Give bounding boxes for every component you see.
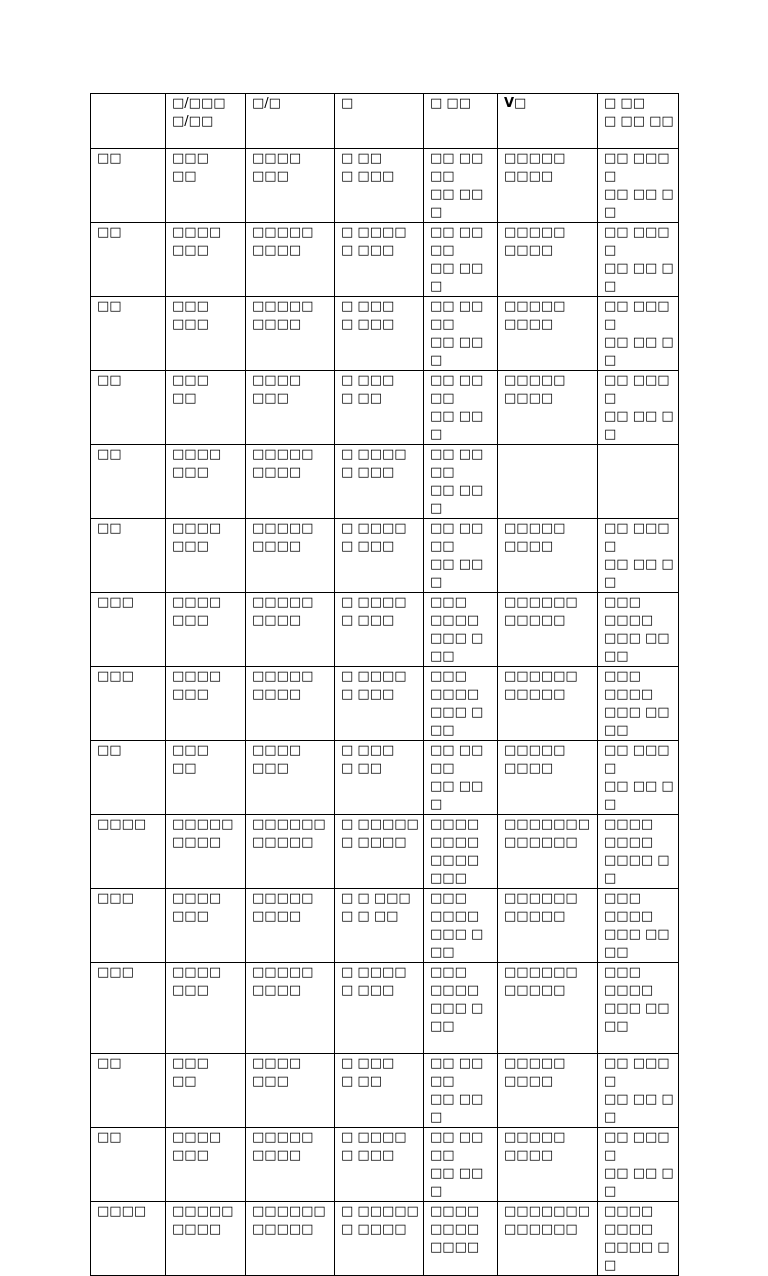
table-cell: □□□□□ □□□□ [166, 815, 246, 889]
table-cell: □□□□ □□□ [166, 593, 246, 667]
table-row [91, 963, 679, 1054]
table-cell: □□□□□ □□□□ [498, 519, 598, 593]
table-row [91, 1054, 679, 1128]
row-label-cell: □□□ [91, 963, 166, 1054]
row-label-cell: □□ [91, 741, 166, 815]
row-label-cell: □□ [91, 149, 166, 223]
table-cell: □□□□ □□□ [246, 149, 335, 223]
table-cell [498, 445, 598, 519]
table-cell: □ □□□□ □ □□□ [335, 445, 424, 519]
table-cell: □□□□ □□□□ □□□□ [424, 1202, 498, 1276]
table-cell: □□□□ □□□ [246, 1054, 335, 1128]
table-cell: □ □□□□ □ □□□ [335, 1128, 424, 1202]
row-label-cell: □□□ [91, 593, 166, 667]
table-cell: □□□□ □□□ [246, 741, 335, 815]
table-cell: □□ □□□□ □□ □□ □□ [598, 223, 679, 297]
table-cell: □□□□□□□ □□□□□□ [498, 1202, 598, 1276]
table-cell: □ □□□ □ □□ [335, 1054, 424, 1128]
table-cell: □□□ □□□□ □□□ □□□ [424, 889, 498, 963]
table-cell: □□□ □□ [166, 371, 246, 445]
table-cell [598, 445, 679, 519]
table-cell: □□□ □□□□ □□□ □□ □□ [598, 963, 679, 1054]
table-cell: □□□ □□□ [166, 297, 246, 371]
table-row [91, 445, 679, 519]
table-row [91, 223, 679, 297]
header-cell: □ [335, 94, 424, 149]
row-label-cell: □□□□ [91, 1202, 166, 1276]
row-label-cell: □□ [91, 297, 166, 371]
table-cell: □□□□□ □□□□ [246, 667, 335, 741]
table-cell: □□□ □□□□ □□□ □□□ [424, 963, 498, 1054]
table-cell: □□ □□□□ □□ □□ □□ [598, 1054, 679, 1128]
table-cell: □□ □□□□ □□ □□□ [424, 149, 498, 223]
table-row [91, 889, 679, 963]
table-cell: □□□□□ □□□□ [166, 1202, 246, 1276]
table-cell: □□ □□□□ □□ □□□ [424, 445, 498, 519]
table-cell: □□□□□□ □□□□□ [246, 1202, 335, 1276]
table-row [91, 519, 679, 593]
header-cell [91, 94, 166, 149]
table-cell: □□ □□□□ □□ □□ □□ [598, 519, 679, 593]
row-label-cell: □□ [91, 1054, 166, 1128]
table-cell: □□ □□□□ □□ □□ □□ [598, 371, 679, 445]
table-cell: □□□□ □□□ [166, 519, 246, 593]
table-cell: □□ □□□□ □□ □□□ [424, 1054, 498, 1128]
table-cell: □□□□□□ □□□□□ [246, 815, 335, 889]
table-cell: □□□□ □□□ [166, 963, 246, 1054]
row-label-cell: □□ [91, 371, 166, 445]
table-cell: □□□□□□ □□□□□ [498, 593, 598, 667]
table-cell: □□□□□□ □□□□□ [498, 889, 598, 963]
table-cell: □□□□□ □□□□ [498, 1054, 598, 1128]
header-cell: □ □□ [424, 94, 498, 149]
table-cell: □□□□□□ □□□□□ [498, 667, 598, 741]
table-cell: □ □□□□ □ □□□ [335, 593, 424, 667]
table-cell: □□□□□ □□□□ [498, 223, 598, 297]
table-cell: □□□□ □□□ [166, 889, 246, 963]
table-cell: □□ □□□□ □□ □□□ [424, 519, 498, 593]
table-row [91, 741, 679, 815]
header-cell: V□ [498, 94, 598, 149]
table-cell: □□□□ □□□□ □□□□ □□□ [424, 815, 498, 889]
table-cell: □ □ □□□ □ □ □□ [335, 889, 424, 963]
table-cell: □□□□ □□□□ □□□□ □□ [598, 815, 679, 889]
table-row [91, 371, 679, 445]
table-cell: □□□ □□ [166, 149, 246, 223]
table-cell: □□□□ □□□ [166, 445, 246, 519]
table-cell: □□□ □□□□ □□□ □□□ [424, 667, 498, 741]
table-cell: □□□□□ □□□□ [246, 1128, 335, 1202]
row-label-cell: □□□□ [91, 815, 166, 889]
table-cell: □□□ □□□□ □□□ □□□ [424, 593, 498, 667]
table-cell: □ □□□□ □ □□□ [335, 667, 424, 741]
table-cell: □ □□□□ □ □□□ [335, 223, 424, 297]
row-label-cell: □□ [91, 519, 166, 593]
table-cell: □□□□□ □□□□ [498, 371, 598, 445]
table-cell: □□□□□ □□□□ [246, 889, 335, 963]
table-cell: □□ □□□□ □□ □□ □□ [598, 297, 679, 371]
row-label-cell: □□ [91, 1128, 166, 1202]
table-cell: □ □□□ □ □□ [335, 741, 424, 815]
header-cell: □/□□□ □/□□ [166, 94, 246, 149]
table-cell: □□ □□□□ □□ □□ □□ [598, 741, 679, 815]
table-cell: □□ □□□□ □□ □□□ [424, 1128, 498, 1202]
table-cell: □□□□□ □□□□ [246, 223, 335, 297]
table-cell: □□□□□ □□□□ [246, 593, 335, 667]
table-cell: □□□□□ □□□□ [498, 297, 598, 371]
table-cell: □□□□ □□□ [166, 667, 246, 741]
table-cell: □□ □□□□ □□ □□□ [424, 297, 498, 371]
table-cell: □□□□□ □□□□ [246, 963, 335, 1054]
table-cell: □□□□ □□□ [166, 223, 246, 297]
table-cell: □□□□□□ □□□□□ [498, 963, 598, 1054]
table-cell: □□□□□ □□□□ [498, 741, 598, 815]
table-cell: □ □□□□ □ □□□ [335, 519, 424, 593]
header-cell: □/□ [246, 94, 335, 149]
header-cell: □ □□ □ □□ □□ [598, 94, 679, 149]
table-row [91, 149, 679, 223]
table-cell: □ □□□□ □ □□□ [335, 963, 424, 1054]
table-cell: □□ □□□□ □□ □□□ [424, 371, 498, 445]
table-row [91, 815, 679, 889]
table-cell: □□□□ □□□□ □□□□ □□ [598, 1202, 679, 1276]
table-cell: □□ □□□□ □□ □□□ [424, 223, 498, 297]
table-cell: □□□ □□□□ □□□ □□ □□ [598, 593, 679, 667]
table-cell: □□□□ □□□ [246, 371, 335, 445]
table-cell: □□□ □□□□ □□□ □□ □□ [598, 667, 679, 741]
table-cell: □ □□□ □ □□ [335, 371, 424, 445]
table-cell: □□□□□ □□□□ [498, 149, 598, 223]
data-table [90, 93, 679, 1276]
table-cell: □□ □□□□ □□ □□□ [424, 741, 498, 815]
table-cell: □□□□□ □□□□ [246, 445, 335, 519]
table-row [91, 593, 679, 667]
table-row [91, 1128, 679, 1202]
table-row [91, 1202, 679, 1276]
row-label-cell: □□ [91, 223, 166, 297]
table-cell: □ □□□□□ □ □□□□ [335, 1202, 424, 1276]
table-cell: □□□ □□□□ □□□ □□ □□ [598, 889, 679, 963]
table-cell: □□□□□□□ □□□□□□ [498, 815, 598, 889]
table-cell: □ □□□ □ □□□ [335, 297, 424, 371]
table-cell: □□□ □□ [166, 741, 246, 815]
table-cell: □□□□ □□□ [166, 1128, 246, 1202]
table-cell: □□□ □□ [166, 1054, 246, 1128]
table-cell: □□□□□ □□□□ [246, 297, 335, 371]
table-row [91, 667, 679, 741]
table-cell: □ □□□□□ □ □□□□ [335, 815, 424, 889]
row-label-cell: □□ [91, 445, 166, 519]
table-cell: □ □□ □ □□□ [335, 149, 424, 223]
table-row [91, 297, 679, 371]
table-cell: □□□□□ □□□□ [246, 519, 335, 593]
row-label-cell: □□□ [91, 667, 166, 741]
table-cell: □□□□□ □□□□ [498, 1128, 598, 1202]
table-cell: □□ □□□□ □□ □□ □□ [598, 149, 679, 223]
table-cell: □□ □□□□ □□ □□ □□ [598, 1128, 679, 1202]
table-header-row [91, 94, 679, 149]
row-label-cell: □□□ [91, 889, 166, 963]
